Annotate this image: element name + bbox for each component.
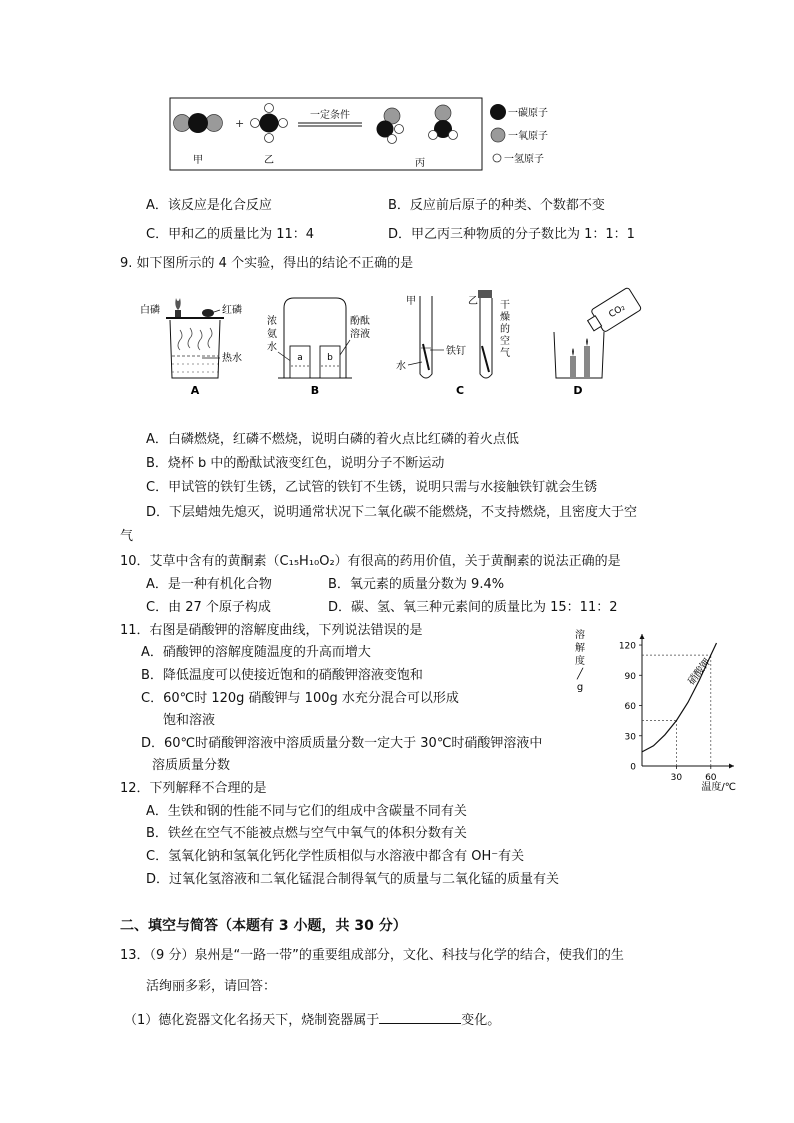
q8-option-b: B．反应前后原子的种类、个数都不变 bbox=[388, 198, 605, 213]
q11-option-d-cont: 溶质质量分数 bbox=[152, 758, 231, 773]
y-axis-label-char: 解 bbox=[575, 643, 585, 654]
label-nail: 铁钉 bbox=[446, 346, 466, 357]
stopper bbox=[478, 290, 492, 298]
q10-option-b: B．氧元素的质量分数为 9.4% bbox=[328, 577, 505, 592]
experiment-a bbox=[140, 298, 242, 397]
q11-option-c: C．60℃时 120g 硝酸钾与 100g 水充分混合可以形成 bbox=[141, 691, 459, 706]
label-a: A bbox=[190, 384, 200, 397]
q11-option-a: A．硝酸钾的溶解度随温度的升高而增大 bbox=[141, 645, 371, 660]
flame-icon bbox=[175, 298, 180, 310]
q10-option-a: A．是一种有机化合物 bbox=[146, 577, 272, 592]
oxygen-atom-icon bbox=[491, 128, 505, 142]
solubility-chart bbox=[568, 626, 748, 796]
x-axis-arrow-icon bbox=[729, 764, 734, 769]
y-axis-label-char: 度 bbox=[575, 656, 585, 667]
q13-line1: 13．（9 分）泉州是“一路一带”的重要组成部分，文化、科技与化学的结合，使我们的生 bbox=[120, 948, 624, 963]
label-ammonia-1: 浓 bbox=[267, 316, 277, 327]
q13-sub1-after: 变化。 bbox=[461, 1013, 501, 1028]
q9-option-d: D．下层蜡烛先熄灭，说明通常状况下二氧化碳不能燃烧，不支持燃烧，且密度大于空 bbox=[146, 505, 638, 520]
q12-stem: 12．下列解释不合理的是 bbox=[120, 781, 267, 796]
hydrogen-atom-icon bbox=[388, 135, 397, 144]
label-dry-air-5: 气 bbox=[500, 348, 510, 359]
oxygen-atom-icon bbox=[206, 115, 223, 132]
x-axis-label: 温度/℃ bbox=[701, 782, 736, 793]
y-tick-label: 120 bbox=[618, 641, 636, 652]
test-tube-yi bbox=[480, 298, 492, 378]
label-beaker-a: a bbox=[297, 353, 303, 363]
plus-sign: + bbox=[235, 117, 245, 130]
label-beaker-b: b bbox=[327, 353, 333, 363]
white-phosphorus-icon bbox=[175, 310, 181, 317]
hydrogen-atom-icon bbox=[395, 125, 404, 134]
beaker-d bbox=[554, 332, 604, 378]
q12-option-a: A．生铁和钢的性能不同与它们的组成中含碳量不同有关 bbox=[146, 804, 467, 819]
nail-icon bbox=[482, 346, 489, 372]
label-bing: 丙 bbox=[415, 158, 425, 169]
q9-option-c: C．甲试管的铁钉生锈，乙试管的铁钉不生锈，说明只需与水接触铁钉就会生锈 bbox=[146, 480, 598, 495]
legend-hydrogen: 一氢原子 bbox=[504, 154, 544, 165]
q9-stem: 9. 如下图所示的 4 个实验，得出的结论不正确的是 bbox=[120, 256, 414, 271]
q10-option-c: C．由 27 个原子构成 bbox=[146, 600, 271, 615]
q12-option-c: C．氢氧化钠和氢氧化钙化学性质相似与水溶液中都含有 OH⁻有关 bbox=[146, 849, 525, 864]
y-axis-arrow-icon bbox=[640, 634, 645, 639]
section-title: 二、填空与简答（本题有 3 小题，共 30 分） bbox=[120, 918, 407, 934]
hydrogen-atom-icon bbox=[279, 119, 288, 128]
label-c: C bbox=[455, 384, 465, 397]
hydrogen-atom-icon bbox=[429, 131, 438, 140]
q13-sub1-before: （1）德化瓷器文化名扬天下，烧制瓷器属于 bbox=[124, 1013, 380, 1028]
q10-stem: 10．艾草中含有的黄酮素（C₁₅H₁₀O₂）有很高的药用价值，关于黄酮素的说法正确的是 bbox=[120, 554, 621, 569]
oxygen-atom-icon bbox=[435, 105, 451, 121]
beaker-a bbox=[170, 320, 220, 378]
candle-tall bbox=[584, 346, 590, 378]
experiment-c bbox=[396, 290, 510, 397]
test-tube-jia bbox=[420, 296, 432, 378]
label-white-phosphorus: 白磷 bbox=[140, 305, 160, 316]
q12-option-b: B．铁丝在空气不能被点燃与空气中氧气的体积分数有关 bbox=[146, 826, 467, 841]
label-yi: 乙 bbox=[264, 155, 274, 166]
oxygen-atom-icon bbox=[174, 115, 191, 132]
co2-bottle bbox=[584, 287, 642, 337]
y-tick-label: 90 bbox=[624, 671, 636, 682]
q8-option-c: C．甲和乙的质量比为 11：4 bbox=[146, 227, 315, 242]
q8-option-a: A．该反应是化合反应 bbox=[146, 198, 272, 213]
label-hot-water: 热水 bbox=[222, 353, 242, 364]
hydrogen-atom-icon bbox=[449, 131, 458, 140]
label-tube-yi: 乙 bbox=[468, 296, 478, 307]
y-tick-label: 30 bbox=[624, 732, 636, 743]
label-water: 水 bbox=[396, 361, 406, 372]
q9-option-a: A．白磷燃烧，红磷不燃烧，说明白磷的着火点比红磷的着火点低 bbox=[146, 432, 519, 447]
hydrogen-atom-icon bbox=[493, 154, 501, 162]
label-dry-air-4: 空 bbox=[500, 336, 510, 347]
y-axis-label-char: ╱ bbox=[576, 669, 584, 680]
q8-option-d: D．甲乙丙三种物质的分子数比为 1：1：1 bbox=[388, 227, 635, 242]
carbon-atom-icon bbox=[490, 104, 506, 120]
reaction-condition: 一定条件 bbox=[310, 110, 350, 121]
answer-blank[interactable] bbox=[379, 1011, 461, 1024]
label-jia: 甲 bbox=[193, 155, 203, 166]
hydrogen-atom-icon bbox=[265, 134, 274, 143]
label-dry-air-3: 的 bbox=[500, 324, 510, 335]
label-dry-air-1: 干 bbox=[500, 300, 510, 311]
origin-label: 0 bbox=[630, 762, 636, 773]
hydrogen-atom-icon bbox=[265, 104, 274, 113]
x-tick-label: 60 bbox=[705, 773, 717, 783]
q11-stem: 11．右图是硝酸钾的溶解度曲线，下列说法错误的是 bbox=[120, 623, 423, 638]
label-d: D bbox=[573, 384, 583, 397]
reaction-model-figure bbox=[160, 95, 600, 175]
x-tick-label: 30 bbox=[670, 773, 683, 783]
experiment-d bbox=[554, 287, 642, 397]
label-phenolphthalein-2: 溶液 bbox=[350, 329, 370, 340]
q11-option-c-cont: 饱和溶液 bbox=[163, 713, 216, 728]
label-tube-jia: 甲 bbox=[406, 296, 416, 307]
legend-carbon: 一碳原子 bbox=[508, 108, 548, 119]
experiments-figure bbox=[132, 286, 652, 400]
legend-oxygen: 一氧原子 bbox=[508, 131, 548, 142]
experiment-b bbox=[267, 298, 370, 397]
q12-option-d: D．过氧化氢溶液和二氧化锰混合制得氧气的质量与二氧化锰的质量有关 bbox=[146, 872, 560, 887]
q13-line2: 活绚丽多彩，请回答： bbox=[146, 979, 277, 994]
carbon-atom-icon bbox=[260, 114, 279, 133]
y-axis-label-char: 溶 bbox=[575, 630, 585, 641]
q10-option-d: D．碳、氢、氧三种元素间的质量比为 15：11：2 bbox=[328, 600, 618, 615]
label-dry-air-2: 燥 bbox=[500, 312, 510, 323]
label-ammonia-3: 水 bbox=[267, 342, 277, 353]
candle-short bbox=[570, 356, 576, 378]
q9-option-b: B．烧杯 b 中的酚酞试液变红色，说明分子不断运动 bbox=[146, 456, 445, 471]
label-ammonia-2: 氨 bbox=[267, 329, 277, 340]
label-red-phosphorus: 红磷 bbox=[222, 305, 242, 316]
q11-option-b: B．降低温度可以使接近饱和的硝酸钾溶液变饱和 bbox=[141, 668, 423, 683]
red-phosphorus-icon bbox=[202, 309, 214, 317]
hydrogen-atom-icon bbox=[251, 119, 260, 128]
y-tick-label: 60 bbox=[624, 702, 636, 713]
series-label: 硝酸钾 bbox=[686, 656, 714, 688]
label-b: B bbox=[310, 384, 320, 397]
steam-icon bbox=[178, 328, 212, 350]
q11-option-d: D．60℃时硝酸钾溶液中溶质质量分数一定大于 30℃时硝酸钾溶液中 bbox=[141, 736, 543, 751]
carbon-atom-icon bbox=[188, 113, 208, 133]
q13-sub1 bbox=[124, 1011, 500, 1029]
label-phenolphthalein-1: 酚酞 bbox=[350, 316, 370, 327]
y-axis-label-char: g bbox=[576, 682, 584, 693]
q9-option-d-cont: 气 bbox=[120, 529, 134, 544]
label-co2: CO₂ bbox=[607, 302, 628, 321]
